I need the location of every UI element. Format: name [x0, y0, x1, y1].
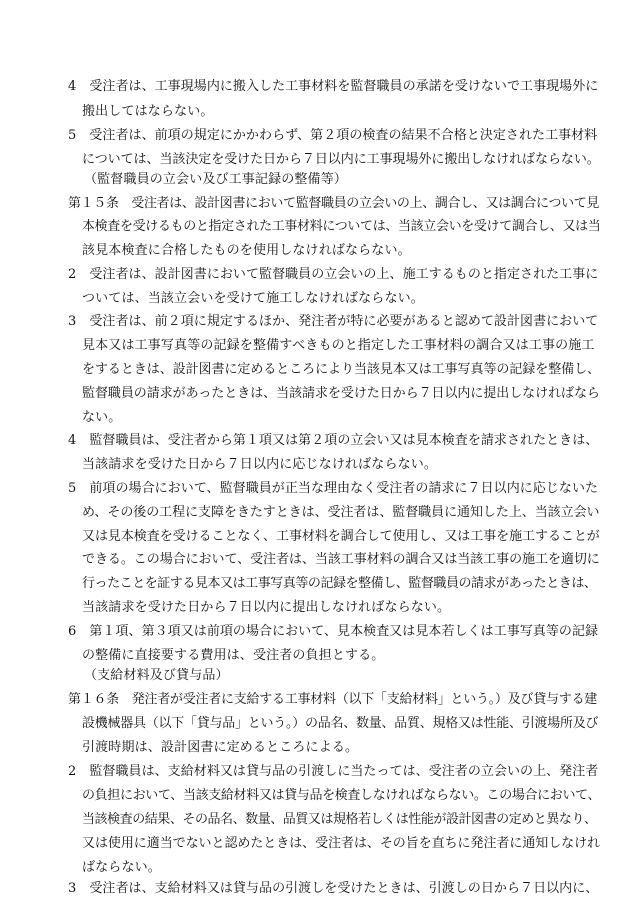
text-line: ない。	[82, 410, 122, 425]
text-line: 5 受注者は、前項の規定にかかわらず、第２項の検査の結果不合格と決定された工事材料	[68, 128, 598, 143]
text-line: 当該検査の結果、その品名、数量、品質又は規格若しくは性能が設計図書の定めと異なり、	[82, 812, 597, 827]
text-line: 4 受注者は、工事現場内に搬入した工事材料を監督職員の承諾を受けないで工事現場外に	[68, 79, 599, 94]
text-line: 6 第１項、第３項又は前項の場合において、見本検査又は見本若しくは工事写真等の記録	[68, 624, 599, 639]
text-line: できる。この場合において、受注者は、当該工事材料の調合又は当該工事の施工を適切に	[82, 552, 600, 567]
text-line: 本検査を受けるものと指定された工事材料については、当該立会いを受けて調合し、又は当	[82, 219, 601, 234]
text-line: 該見本検査に合格したものを使用しなければならない。	[82, 243, 411, 258]
text-line: 又は見本検査を受けることなく、工事材料を調合して使用し、又は工事を施工することが	[82, 529, 600, 544]
text-line: の整備に直接要する費用は、受注者の負担とする。	[82, 648, 385, 663]
text-line: については、当該決定を受けた日から７日以内に工事現場外に搬出しなければならない。	[82, 152, 600, 167]
article-heading-line: 第１６条 発注者が受注者に支給する工事材料（以下「支給材料」という。）及び貸与する建	[68, 692, 598, 707]
text-line: め、その後の工程に支障をきたすときは、受注者は、監督職員に通知した上、当該立会い	[82, 505, 600, 520]
section-heading: （監督職員の立会い及び工事記録の整備等）	[84, 172, 348, 187]
section-heading: （支給材料及び貸与品）	[84, 668, 229, 683]
text-line: 設機械器具（以下「貸与品」という。）の品名、数量、品質、規格又は性能、引渡場所及び	[82, 716, 599, 731]
text-line: ついては、当該立会いを受けて施工しなければならない。	[82, 291, 424, 306]
text-line: 監督職員の請求があったときは、当該請求を受けた日から７日以内に提出しなければなら	[82, 386, 600, 401]
text-line: 引渡時期は、設計図書に定めるところによる。	[82, 740, 359, 755]
text-line: 3 受注者は、前２項に規定するほか、発注者が特に必要があると認めて設計図書において	[68, 314, 599, 329]
text-line: 4 監督職員は、受注者から第１項又は第２項の立会い又は見本検査を請求されたときは、	[68, 433, 599, 448]
text-line: 当該請求を受けた日から７日以内に応じなければならない。	[82, 457, 438, 472]
text-line: ばならない。	[82, 860, 161, 875]
text-line: 5 前項の場合において、監督職員が正当な理由なく受注者の請求に７日以内に応じないた	[68, 481, 599, 496]
text-line: の負担において、当該支給材料又は貸与品を検査しなければならない。この場合において、	[82, 788, 601, 803]
text-line: 当該請求を受けた日から７日以内に提出しなければならない。	[82, 600, 451, 615]
text-line: 搬出してはならない。	[82, 104, 214, 119]
article-heading-line: 第１５条 受注者は、設計図書において監督職員の立会いの上、調合し、又は調合について見	[68, 196, 600, 211]
text-line: 見本又は工事写真等の記録を整備すべきものと指定した工事材料の調合又は工事の施工	[82, 338, 595, 353]
text-line: 行ったことを証する見本又は工事写真等の記録を整備し、監督職員の請求があったときは、	[82, 576, 597, 591]
text-line: 又は使用に適当でないと認めたときは、受注者は、その旨を直ちに発注者に通知しなけれ	[82, 836, 601, 851]
text-line: 2 監督職員は、支給材料又は貸与品の引渡しに当たっては、受注者の立会いの上、発注者	[68, 764, 599, 779]
text-line: をするときは、設計図書に定めるところにより当該見本又は工事写真等の記録を整備し、	[82, 362, 601, 377]
text-line: 3 受注者は、支給材料又は貸与品の引渡しを受けたときは、引渡しの日から７日以内に、	[68, 881, 599, 896]
text-line: 2 受注者は、設計図書において監督職員の立会いの上、施工するものと指定された工事に	[68, 267, 599, 282]
